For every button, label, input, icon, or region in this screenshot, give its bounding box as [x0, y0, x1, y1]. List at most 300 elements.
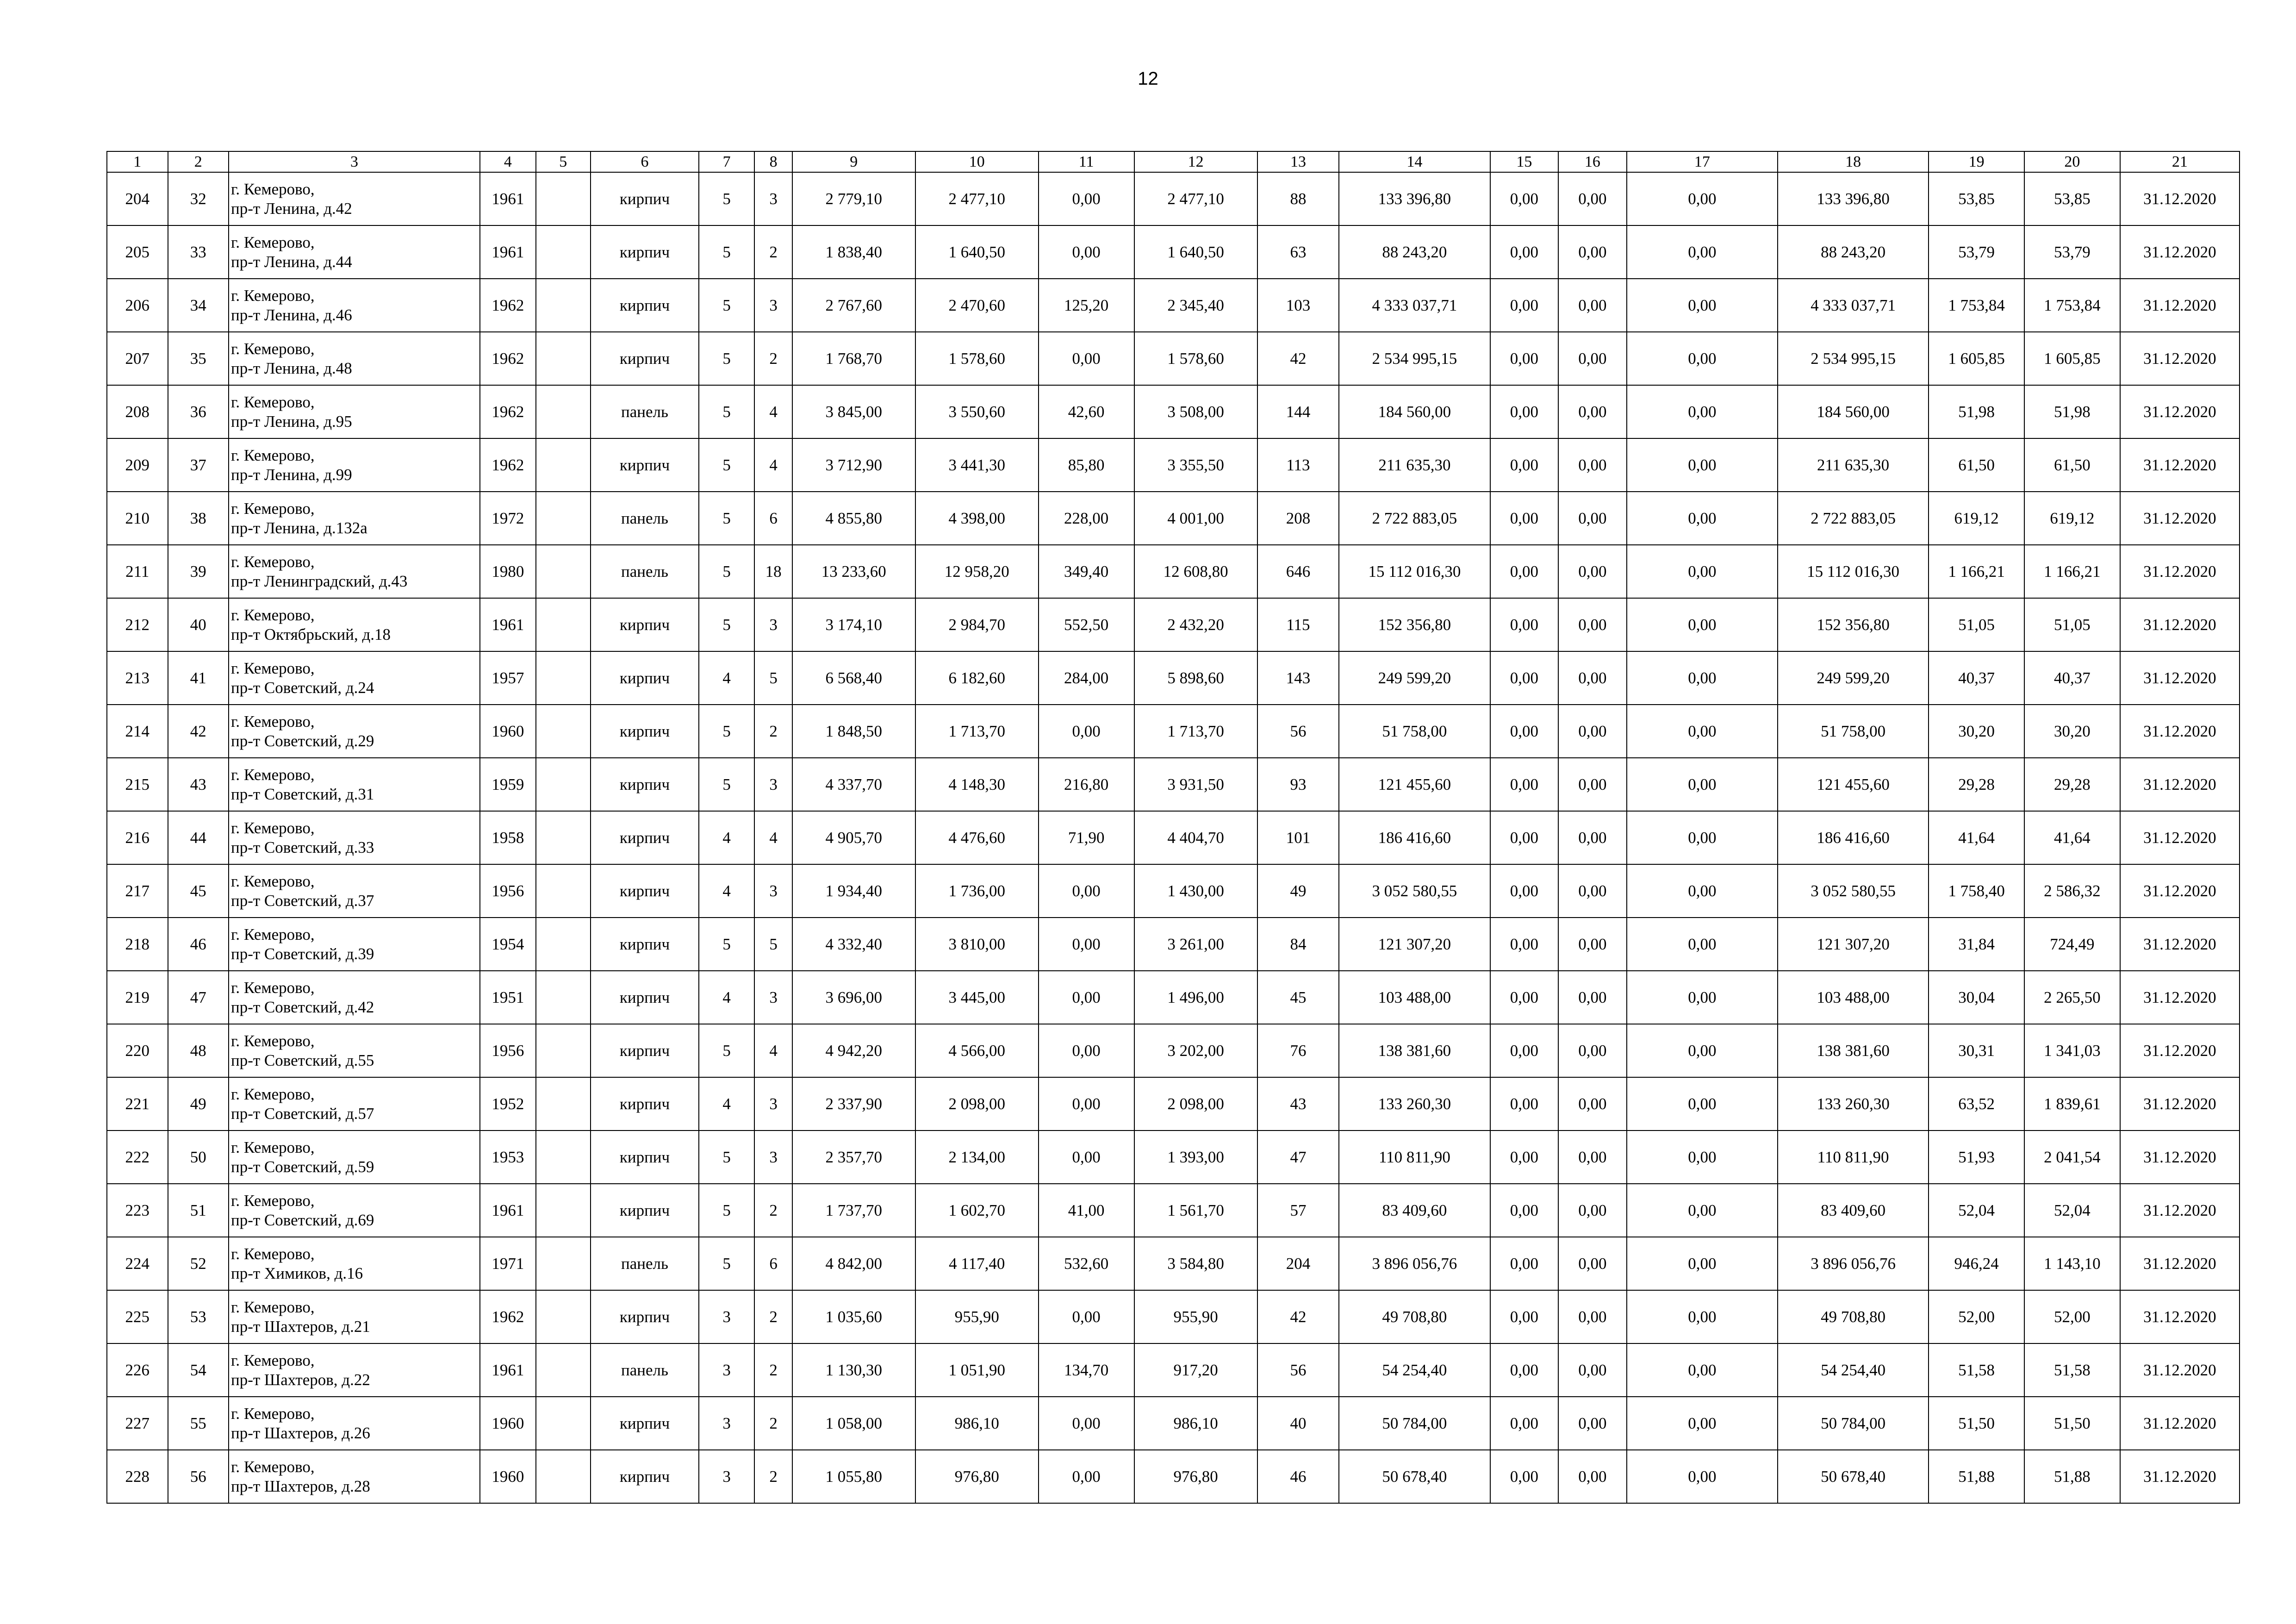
table-row	[107, 705, 2240, 758]
cell-col-7: 4	[699, 1077, 754, 1131]
cell-col-2: 39	[168, 545, 229, 598]
cell-col-17: 0,00	[1627, 225, 1778, 279]
cell-col-5	[536, 1290, 591, 1343]
cell-col-10: 4 476,60	[915, 811, 1039, 864]
cell-col-7: 4	[699, 864, 754, 918]
cell-col-4: 1961	[480, 598, 535, 651]
column-number: 20	[2024, 151, 2120, 172]
cell-col-6: кирпич	[591, 811, 699, 864]
cell-col-4: 1951	[480, 971, 535, 1024]
table-row	[107, 758, 2240, 811]
cell-col-1: 207	[107, 332, 168, 385]
cell-col-9: 4 942,20	[792, 1024, 915, 1077]
cell-col-21: 31.12.2020	[2120, 492, 2240, 545]
cell-col-5	[536, 438, 591, 492]
cell-col-7: 5	[699, 385, 754, 438]
address-cell	[229, 1077, 480, 1131]
cell-col-5	[536, 1450, 591, 1503]
cell-col-11: 134,70	[1039, 1343, 1134, 1397]
cell-col-14: 184 560,00	[1339, 385, 1490, 438]
cell-col-14: 133 396,80	[1339, 172, 1490, 225]
address-street: пр-т Ленина, д.42	[231, 199, 352, 218]
cell-col-18: 186 416,60	[1778, 811, 1929, 864]
cell-col-17: 0,00	[1627, 971, 1778, 1024]
cell-col-4: 1960	[480, 1450, 535, 1503]
cell-col-6: кирпич	[591, 1184, 699, 1237]
cell-col-5	[536, 1131, 591, 1184]
cell-col-10: 2 098,00	[915, 1077, 1039, 1131]
cell-col-15: 0,00	[1490, 172, 1559, 225]
cell-col-19: 31,84	[1929, 918, 2024, 971]
column-number: 8	[754, 151, 792, 172]
cell-col-9: 3 696,00	[792, 971, 915, 1024]
address-cell	[229, 1024, 480, 1077]
cell-col-16: 0,00	[1558, 279, 1627, 332]
cell-col-10: 1 578,60	[915, 332, 1039, 385]
cell-col-15: 0,00	[1490, 332, 1559, 385]
cell-col-13: 88	[1257, 172, 1339, 225]
cell-col-19: 1 753,84	[1929, 279, 2024, 332]
address-cell	[229, 1290, 480, 1343]
cell-col-13: 204	[1257, 1237, 1339, 1290]
cell-col-6: кирпич	[591, 758, 699, 811]
column-number: 9	[792, 151, 915, 172]
cell-col-18: 133 260,30	[1778, 1077, 1929, 1131]
cell-col-2: 54	[168, 1343, 229, 1397]
cell-col-7: 3	[699, 1343, 754, 1397]
cell-col-18: 4 333 037,71	[1778, 279, 1929, 332]
cell-col-10: 1 640,50	[915, 225, 1039, 279]
cell-col-7: 5	[699, 492, 754, 545]
address-city: г. Кемерово,	[231, 1085, 315, 1103]
cell-col-7: 5	[699, 1237, 754, 1290]
cell-col-8: 3	[754, 1131, 792, 1184]
cell-col-9: 6 568,40	[792, 651, 915, 705]
cell-col-2: 51	[168, 1184, 229, 1237]
cell-col-21: 31.12.2020	[2120, 332, 2240, 385]
table-row	[107, 492, 2240, 545]
cell-col-4: 1953	[480, 1131, 535, 1184]
column-number-row	[107, 151, 2240, 172]
cell-col-15: 0,00	[1490, 1343, 1559, 1397]
cell-col-12: 3 202,00	[1134, 1024, 1257, 1077]
cell-col-7: 5	[699, 1024, 754, 1077]
cell-col-2: 47	[168, 971, 229, 1024]
address-cell	[229, 385, 480, 438]
cell-col-14: 51 758,00	[1339, 705, 1490, 758]
cell-col-20: 40,37	[2024, 651, 2120, 705]
table-row	[107, 598, 2240, 651]
cell-col-16: 0,00	[1558, 1077, 1627, 1131]
address-city: г. Кемерово,	[231, 978, 315, 997]
cell-col-17: 0,00	[1627, 651, 1778, 705]
cell-col-1: 216	[107, 811, 168, 864]
address-street: пр-т Советский, д.24	[231, 678, 374, 697]
cell-col-15: 0,00	[1490, 1397, 1559, 1450]
address-city: г. Кемерово,	[231, 872, 315, 890]
cell-col-8: 2	[754, 1343, 792, 1397]
cell-col-21: 31.12.2020	[2120, 1290, 2240, 1343]
cell-col-4: 1961	[480, 172, 535, 225]
cell-col-16: 0,00	[1558, 332, 1627, 385]
cell-col-16: 0,00	[1558, 1343, 1627, 1397]
cell-col-21: 31.12.2020	[2120, 1237, 2240, 1290]
cell-col-19: 51,88	[1929, 1450, 2024, 1503]
cell-col-15: 0,00	[1490, 1290, 1559, 1343]
cell-col-4: 1962	[480, 279, 535, 332]
address-cell	[229, 1131, 480, 1184]
cell-col-6: кирпич	[591, 598, 699, 651]
cell-col-5	[536, 492, 591, 545]
table-row	[107, 1184, 2240, 1237]
cell-col-5	[536, 758, 591, 811]
cell-col-2: 55	[168, 1397, 229, 1450]
cell-col-11: 349,40	[1039, 545, 1134, 598]
cell-col-14: 50 784,00	[1339, 1397, 1490, 1450]
address-street: пр-т Советский, д.37	[231, 891, 374, 910]
cell-col-7: 5	[699, 1184, 754, 1237]
cell-col-6: кирпич	[591, 225, 699, 279]
cell-col-21: 31.12.2020	[2120, 598, 2240, 651]
cell-col-4: 1956	[480, 864, 535, 918]
cell-col-17: 0,00	[1627, 492, 1778, 545]
cell-col-12: 5 898,60	[1134, 651, 1257, 705]
cell-col-4: 1959	[480, 758, 535, 811]
cell-col-18: 50 678,40	[1778, 1450, 1929, 1503]
cell-col-11: 216,80	[1039, 758, 1134, 811]
cell-col-13: 646	[1257, 545, 1339, 598]
cell-col-10: 3 550,60	[915, 385, 1039, 438]
cell-col-7: 4	[699, 811, 754, 864]
address-street: пр-т Химиков, д.16	[231, 1264, 363, 1282]
cell-col-14: 88 243,20	[1339, 225, 1490, 279]
cell-col-12: 917,20	[1134, 1343, 1257, 1397]
cell-col-19: 53,79	[1929, 225, 2024, 279]
cell-col-16: 0,00	[1558, 545, 1627, 598]
address-street: пр-т Шахтеров, д.26	[231, 1424, 370, 1442]
cell-col-6: кирпич	[591, 1397, 699, 1450]
cell-col-8: 4	[754, 438, 792, 492]
cell-col-12: 1 561,70	[1134, 1184, 1257, 1237]
cell-col-12: 3 931,50	[1134, 758, 1257, 811]
cell-col-15: 0,00	[1490, 1131, 1559, 1184]
cell-col-21: 31.12.2020	[2120, 172, 2240, 225]
address-cell	[229, 864, 480, 918]
address-cell	[229, 758, 480, 811]
cell-col-9: 1 848,50	[792, 705, 915, 758]
cell-col-20: 1 143,10	[2024, 1237, 2120, 1290]
table-row	[107, 971, 2240, 1024]
cell-col-19: 63,52	[1929, 1077, 2024, 1131]
cell-col-8: 2	[754, 1290, 792, 1343]
cell-col-19: 51,50	[1929, 1397, 2024, 1450]
cell-col-17: 0,00	[1627, 172, 1778, 225]
address-city: г. Кемерово,	[231, 233, 315, 251]
cell-col-12: 1 393,00	[1134, 1131, 1257, 1184]
cell-col-7: 5	[699, 598, 754, 651]
cell-col-11: 71,90	[1039, 811, 1134, 864]
cell-col-17: 0,00	[1627, 545, 1778, 598]
cell-col-12: 955,90	[1134, 1290, 1257, 1343]
cell-col-10: 3 810,00	[915, 918, 1039, 971]
cell-col-11: 85,80	[1039, 438, 1134, 492]
table-row	[107, 864, 2240, 918]
cell-col-4: 1954	[480, 918, 535, 971]
cell-col-16: 0,00	[1558, 172, 1627, 225]
address-cell	[229, 279, 480, 332]
cell-col-10: 4 566,00	[915, 1024, 1039, 1077]
cell-col-8: 3	[754, 758, 792, 811]
cell-col-16: 0,00	[1558, 492, 1627, 545]
cell-col-18: 3 052 580,55	[1778, 864, 1929, 918]
cell-col-5	[536, 651, 591, 705]
cell-col-13: 45	[1257, 971, 1339, 1024]
cell-col-2: 37	[168, 438, 229, 492]
cell-col-15: 0,00	[1490, 545, 1559, 598]
cell-col-8: 3	[754, 1077, 792, 1131]
cell-col-11: 42,60	[1039, 385, 1134, 438]
cell-col-11: 0,00	[1039, 705, 1134, 758]
table-row	[107, 279, 2240, 332]
cell-col-12: 3 261,00	[1134, 918, 1257, 971]
cell-col-16: 0,00	[1558, 651, 1627, 705]
cell-col-1: 213	[107, 651, 168, 705]
cell-col-13: 208	[1257, 492, 1339, 545]
cell-col-21: 31.12.2020	[2120, 758, 2240, 811]
address-street: пр-т Советский, д.57	[231, 1104, 374, 1123]
cell-col-5	[536, 705, 591, 758]
cell-col-11: 0,00	[1039, 332, 1134, 385]
cell-col-4: 1980	[480, 545, 535, 598]
cell-col-21: 31.12.2020	[2120, 1343, 2240, 1397]
cell-col-12: 1 713,70	[1134, 705, 1257, 758]
cell-col-5	[536, 279, 591, 332]
cell-col-2: 43	[168, 758, 229, 811]
table-row	[107, 1077, 2240, 1131]
cell-col-17: 0,00	[1627, 811, 1778, 864]
cell-col-11: 41,00	[1039, 1184, 1134, 1237]
cell-col-15: 0,00	[1490, 598, 1559, 651]
cell-col-10: 976,80	[915, 1450, 1039, 1503]
cell-col-10: 6 182,60	[915, 651, 1039, 705]
cell-col-18: 103 488,00	[1778, 971, 1929, 1024]
cell-col-11: 0,00	[1039, 172, 1134, 225]
address-cell	[229, 332, 480, 385]
cell-col-10: 2 470,60	[915, 279, 1039, 332]
address-street: пр-т Советский, д.42	[231, 998, 374, 1016]
cell-col-17: 0,00	[1627, 332, 1778, 385]
cell-col-20: 29,28	[2024, 758, 2120, 811]
cell-col-17: 0,00	[1627, 1184, 1778, 1237]
cell-col-7: 5	[699, 1131, 754, 1184]
cell-col-21: 31.12.2020	[2120, 385, 2240, 438]
cell-col-19: 41,64	[1929, 811, 2024, 864]
cell-col-15: 0,00	[1490, 492, 1559, 545]
address-street: пр-т Шахтеров, д.22	[231, 1370, 370, 1389]
cell-col-20: 619,12	[2024, 492, 2120, 545]
cell-col-7: 5	[699, 279, 754, 332]
cell-col-14: 186 416,60	[1339, 811, 1490, 864]
cell-col-18: 50 784,00	[1778, 1397, 1929, 1450]
cell-col-5	[536, 1024, 591, 1077]
address-cell	[229, 438, 480, 492]
cell-col-11: 0,00	[1039, 864, 1134, 918]
cell-col-9: 3 712,90	[792, 438, 915, 492]
address-city: г. Кемерово,	[231, 765, 315, 784]
cell-col-14: 50 678,40	[1339, 1450, 1490, 1503]
cell-col-1: 223	[107, 1184, 168, 1237]
cell-col-5	[536, 1184, 591, 1237]
cell-col-20: 51,58	[2024, 1343, 2120, 1397]
cell-col-8: 3	[754, 598, 792, 651]
cell-col-18: 88 243,20	[1778, 225, 1929, 279]
cell-col-16: 0,00	[1558, 438, 1627, 492]
table-row	[107, 545, 2240, 598]
cell-col-21: 31.12.2020	[2120, 545, 2240, 598]
cell-col-2: 44	[168, 811, 229, 864]
address-city: г. Кемерово,	[231, 1457, 315, 1476]
cell-col-8: 4	[754, 811, 792, 864]
cell-col-17: 0,00	[1627, 1343, 1778, 1397]
address-cell	[229, 1397, 480, 1450]
cell-col-13: 101	[1257, 811, 1339, 864]
table-row	[107, 651, 2240, 705]
cell-col-5	[536, 545, 591, 598]
cell-col-13: 84	[1257, 918, 1339, 971]
cell-col-18: 249 599,20	[1778, 651, 1929, 705]
cell-col-19: 619,12	[1929, 492, 2024, 545]
cell-col-20: 53,85	[2024, 172, 2120, 225]
cell-col-8: 4	[754, 1024, 792, 1077]
cell-col-8: 3	[754, 971, 792, 1024]
address-city: г. Кемерово,	[231, 446, 315, 464]
address-city: г. Кемерово,	[231, 499, 315, 518]
column-number: 18	[1778, 151, 1929, 172]
cell-col-1: 214	[107, 705, 168, 758]
cell-col-9: 4 842,00	[792, 1237, 915, 1290]
address-street: пр-т Советский, д.39	[231, 944, 374, 963]
cell-col-2: 46	[168, 918, 229, 971]
cell-col-6: кирпич	[591, 651, 699, 705]
cell-col-13: 46	[1257, 1450, 1339, 1503]
cell-col-8: 3	[754, 279, 792, 332]
cell-col-4: 1957	[480, 651, 535, 705]
cell-col-19: 52,04	[1929, 1184, 2024, 1237]
cell-col-14: 138 381,60	[1339, 1024, 1490, 1077]
address-street: пр-т Шахтеров, д.28	[231, 1477, 370, 1495]
cell-col-16: 0,00	[1558, 225, 1627, 279]
address-cell	[229, 811, 480, 864]
cell-col-7: 5	[699, 545, 754, 598]
column-number: 21	[2120, 151, 2240, 172]
cell-col-17: 0,00	[1627, 438, 1778, 492]
cell-col-19: 51,58	[1929, 1343, 2024, 1397]
cell-col-6: кирпич	[591, 1450, 699, 1503]
cell-col-11: 228,00	[1039, 492, 1134, 545]
cell-col-14: 4 333 037,71	[1339, 279, 1490, 332]
cell-col-16: 0,00	[1558, 1024, 1627, 1077]
cell-col-6: кирпич	[591, 1290, 699, 1343]
cell-col-2: 50	[168, 1131, 229, 1184]
cell-col-2: 41	[168, 651, 229, 705]
cell-col-13: 63	[1257, 225, 1339, 279]
cell-col-18: 15 112 016,30	[1778, 545, 1929, 598]
cell-col-12: 12 608,80	[1134, 545, 1257, 598]
cell-col-6: кирпич	[591, 705, 699, 758]
address-street: пр-т Советский, д.69	[231, 1211, 374, 1229]
cell-col-8: 5	[754, 918, 792, 971]
cell-col-18: 54 254,40	[1778, 1343, 1929, 1397]
column-number: 1	[107, 151, 168, 172]
cell-col-7: 5	[699, 705, 754, 758]
cell-col-18: 121 307,20	[1778, 918, 1929, 971]
cell-col-17: 0,00	[1627, 1450, 1778, 1503]
cell-col-18: 2 722 883,05	[1778, 492, 1929, 545]
cell-col-14: 211 635,30	[1339, 438, 1490, 492]
cell-col-20: 1 839,61	[2024, 1077, 2120, 1131]
address-cell	[229, 918, 480, 971]
cell-col-20: 2 586,32	[2024, 864, 2120, 918]
cell-col-21: 31.12.2020	[2120, 1450, 2240, 1503]
cell-col-20: 52,00	[2024, 1290, 2120, 1343]
cell-col-21: 31.12.2020	[2120, 918, 2240, 971]
cell-col-4: 1960	[480, 1397, 535, 1450]
cell-col-15: 0,00	[1490, 385, 1559, 438]
address-city: г. Кемерово,	[231, 180, 315, 198]
cell-col-1: 221	[107, 1077, 168, 1131]
cell-col-6: кирпич	[591, 438, 699, 492]
cell-col-4: 1962	[480, 438, 535, 492]
cell-col-1: 224	[107, 1237, 168, 1290]
cell-col-17: 0,00	[1627, 864, 1778, 918]
cell-col-9: 4 905,70	[792, 811, 915, 864]
cell-col-11: 0,00	[1039, 1024, 1134, 1077]
cell-col-16: 0,00	[1558, 811, 1627, 864]
cell-col-12: 1 430,00	[1134, 864, 1257, 918]
cell-col-17: 0,00	[1627, 385, 1778, 438]
cell-col-8: 5	[754, 651, 792, 705]
address-street: пр-т Советский, д.33	[231, 838, 374, 856]
cell-col-21: 31.12.2020	[2120, 971, 2240, 1024]
cell-col-10: 4 398,00	[915, 492, 1039, 545]
cell-col-12: 3 508,00	[1134, 385, 1257, 438]
cell-col-15: 0,00	[1490, 758, 1559, 811]
cell-col-16: 0,00	[1558, 864, 1627, 918]
cell-col-6: кирпич	[591, 971, 699, 1024]
cell-col-12: 2 477,10	[1134, 172, 1257, 225]
cell-col-16: 0,00	[1558, 1450, 1627, 1503]
cell-col-17: 0,00	[1627, 1397, 1778, 1450]
cell-col-11: 0,00	[1039, 918, 1134, 971]
cell-col-11: 532,60	[1039, 1237, 1134, 1290]
table-row	[107, 438, 2240, 492]
address-street: пр-т Ленинградский, д.43	[231, 572, 408, 590]
cell-col-15: 0,00	[1490, 918, 1559, 971]
cell-col-1: 211	[107, 545, 168, 598]
cell-col-18: 121 455,60	[1778, 758, 1929, 811]
cell-col-19: 61,50	[1929, 438, 2024, 492]
cell-col-9: 1 058,00	[792, 1397, 915, 1450]
cell-col-6: кирпич	[591, 1024, 699, 1077]
cell-col-20: 61,50	[2024, 438, 2120, 492]
column-number: 11	[1039, 151, 1134, 172]
cell-col-12: 3 355,50	[1134, 438, 1257, 492]
address-street: пр-т Ленина, д.48	[231, 359, 352, 377]
cell-col-10: 1 602,70	[915, 1184, 1039, 1237]
cell-col-6: кирпич	[591, 1077, 699, 1131]
cell-col-4: 1961	[480, 1343, 535, 1397]
cell-col-16: 0,00	[1558, 1397, 1627, 1450]
